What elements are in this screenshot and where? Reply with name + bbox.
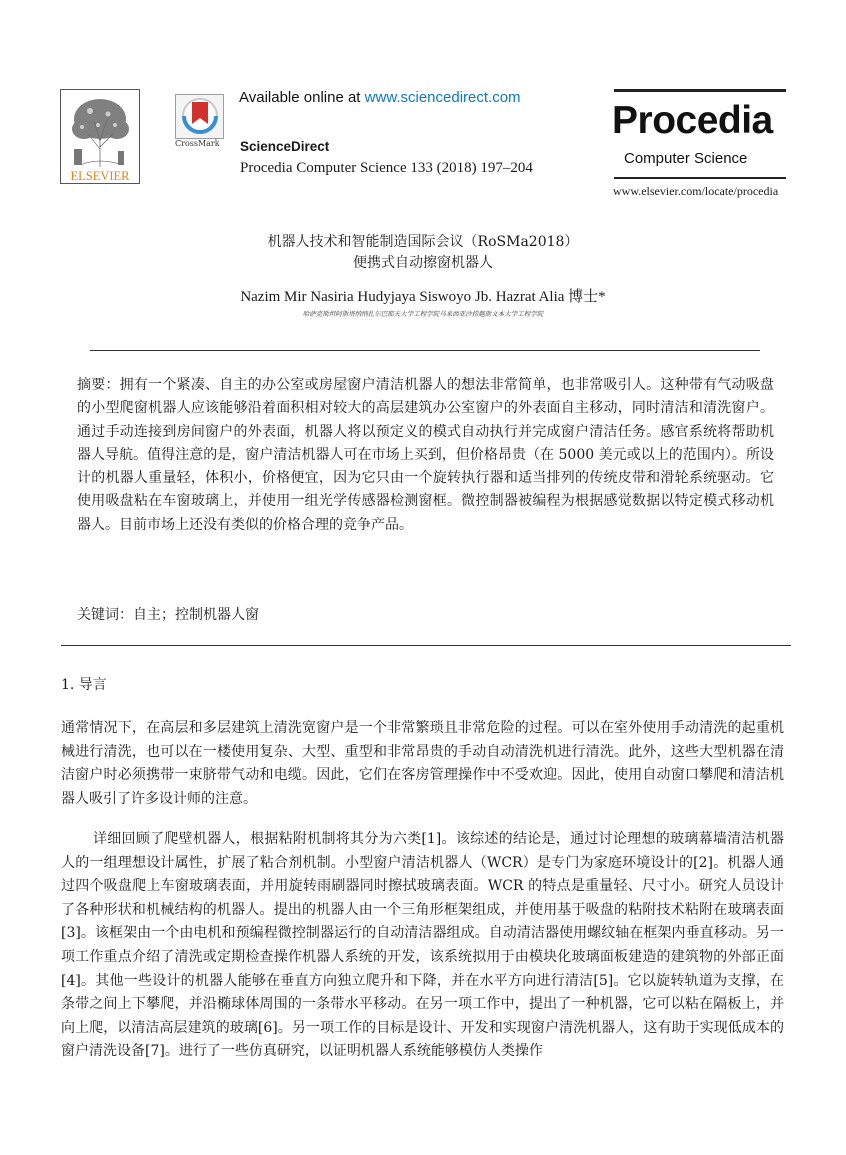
procedia-bottom-rule — [614, 177, 786, 179]
title-divider — [90, 350, 760, 351]
author-list: Nazim Mir Nasiria Hudyjaya Siswoyo Jb. Hazrat Alia 博士* — [240, 289, 606, 305]
crossmark-badge[interactable] — [175, 94, 225, 148]
elsevier-logo — [60, 89, 140, 184]
available-online — [239, 89, 521, 106]
author-affiliation: 哈萨克斯坦阿斯塔纳纳扎尔巴耶夫大学工程学院马来西亚沙捞越斯文本大学工程学院 — [302, 310, 544, 318]
procedia-subtitle: Computer Science — [624, 150, 748, 167]
procedia-url[interactable]: www.elsevier.com/locate/procedia — [613, 184, 779, 198]
sciencedirect-link[interactable]: www.sciencedirect.com — [364, 89, 521, 106]
abstract-divider — [61, 645, 791, 646]
paper-title: 便携式自动擦窗机器人 — [353, 255, 493, 271]
section-heading: 1. 导言 — [61, 677, 107, 693]
journal-reference: Procedia Computer Science 133 (2018) 197–204 — [240, 160, 533, 176]
elsevier-logo-wordmark: ELSEVIER — [70, 169, 130, 183]
crossmark-label: CrossMark — [175, 139, 220, 148]
crossmark-icon — [175, 94, 225, 140]
procedia-wordmark: Procedia — [612, 99, 773, 142]
sciencedirect-label: ScienceDirect — [240, 139, 330, 154]
abstract: 摘要：拥有一个紧凑、自主的办公室或房屋窗户清洁机器人的想法非常简单，也非常吸引人。这种带有气动吸盘的小型爬窗机器人应该能够沿着面积相对较大的高层建筑办公室窗户的外表面自主移动，同时清洁和清洗窗户。通过手动连接到房间窗户的外表面，机器人将以预定义的模式自动执行并完成窗户清洁任务。感官系统将帮助机器人导航。值得注意的是，窗户清洁机器人可在市场上买到，但价格昂贵（在 5000 美元或以上的范围内）。所设计的机器人重量轻，体积小，价格便宜，因为它只由一个旋转执行器和适当排列的传统皮带和滑轮系统驱动。它使用吸盘粘在车窗玻璃上，并使用一组光学传感器检测窗框。微控制器被编程为根据感觉数据以特定模式移动机器人。目前市场上还没有类似的价格合理的竞争产品。 — [77, 377, 774, 533]
body-paragraph: 通常情况下，在高层和多层建筑上清洗宽窗户是一个非常繁琐且非常危险的过程。可以在室外使用手动清洗的起重机械进行清洗，也可以在一楼使用复杂、大型、重型和非常昂贵的手动自动清洗机进行清洗。此外，这些大型机器在清洁窗户时必须携带一束脐带气动和电缆。因此，它们在客房管理操作中不受欢迎。因此，使用自动窗口攀爬和清洁机器人吸引了许多设计师的注意。 — [61, 720, 784, 807]
keywords: 关键词：自主；控制机器人窗 — [77, 607, 259, 623]
procedia-top-rule — [614, 89, 786, 92]
available-online-text: Available online at — [239, 89, 365, 106]
body-paragraph: 详细回顾了爬壁机器人，根据粘附机制将其分为六类[1]。该综述的结论是，通过讨论理想的玻璃幕墙清洁机器人的一组理想设计属性，扩展了粘合剂机制。小型窗户清洁机器人（WCR）是专门为家庭环境设计的[2]。机器人通过四个吸盘爬上车窗玻璃表面，并用旋转雨刷器同时擦拭玻璃表面。WCR 的特点是重量轻、尺寸小。研究人员设计了各种形状和机械结构的机器人。提出的机器人由一个三角形框架组成，并使用基于吸盘的粘附技术粘附在玻璃表面[3]。该框架由一个由电机和预编程微控制器运行的自动清洁器组成。自动清洁器使用螺纹轴在框架内垂直移动。另一项工作重点介绍了清洗或定期检查操作机器人系统的开发，该系统拟用于由模块化玻璃面板建造的建筑物的外部正面[4]。其他一些设计的机器人能够在垂直方向独立爬升和下降，并在水平方向进行清洁[5]。它以旋转轨道为支撑，在条带之间上下攀爬，并沿椭球体周围的一条带水平移动。在另一项工作中，提出了一种机器，它可以粘在隔板上，并向上爬，以清洁高层建筑的玻璃[6]。另一项工作的目标是设计、开发和实现窗户清洗机器人，这有助于实现低成本的窗户清洗设备[7]。进行了一些仿真研究，以证明机器人系统能够模仿人类操作 — [61, 831, 784, 1060]
conference-name: 机器人技术和智能制造国际会议（RoSMa2018） — [267, 234, 579, 250]
